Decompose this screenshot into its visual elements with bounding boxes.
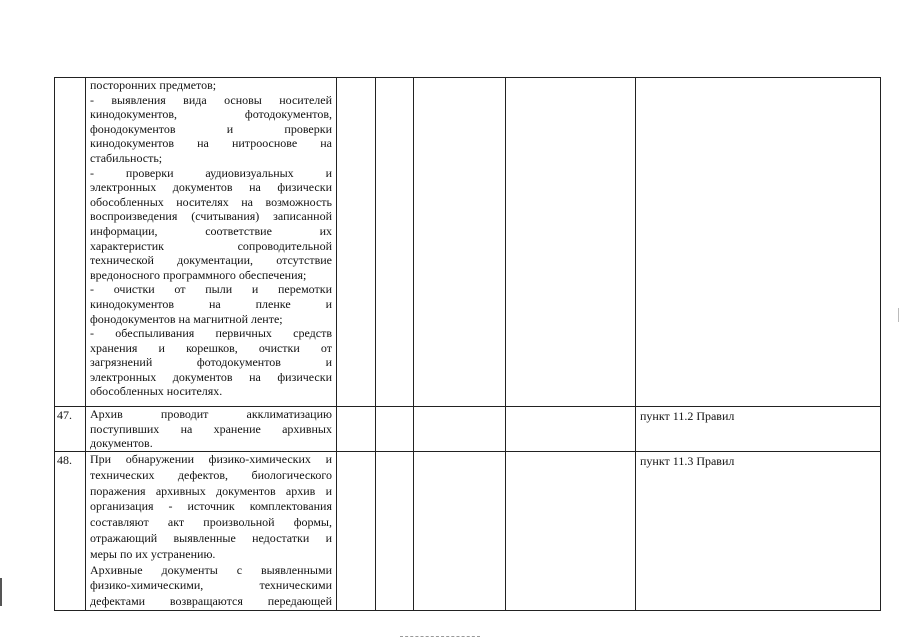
requirements-table [54,77,881,611]
requirement-line: электронных документов на физически [90,369,332,384]
requirement-line: технических дефектов, биологического [90,467,332,482]
row-number-cell: 47. [55,407,86,452]
requirement-line: кинодокументов, фотодокументов, [90,107,332,122]
empty-cell [337,78,376,407]
legal-basis-cell: пункт 11.3 Правил [636,452,881,611]
scan-artifact [400,636,480,639]
requirement-line: обособленных носителях. [90,384,223,399]
scan-artifact [0,578,2,606]
requirement-line: - очистки от пыли и перемотки [90,282,332,297]
table-row [55,452,881,611]
row-number-cell [55,78,86,407]
requirement-line: посторонних предметов; [90,78,217,92]
requirement-line: физико-химическими, техническими [90,578,332,593]
empty-cell [337,452,376,611]
empty-cell [414,452,506,611]
requirement-line: отражающий выявленные недостатки и [90,530,332,545]
requirement-line: дефектами возвращаются передающей [90,594,332,609]
requirement-line: характеристик сопроводительной [90,238,332,253]
requirement-line: При обнаружении физико-химических и [90,452,332,466]
empty-cell [376,78,414,407]
legal-basis-cell: пункт 11.2 Правил [636,407,881,452]
requirement-line: загрязнений фотодокументов и [90,355,332,370]
empty-cell [414,78,506,407]
requirement-line: - выявления вида основы носителей [90,92,332,107]
requirement-line: Архивные документы с выявленными [90,562,332,577]
requirement-line: стабильность; [90,150,163,165]
requirement-line: кинодокументов на пленке и [90,296,332,311]
requirement-line: хранения и корешков, очистки от [90,340,332,355]
requirement-line: - обеспыливания первичных средств [90,326,332,341]
table-row [55,407,881,452]
empty-cell [337,407,376,452]
requirement-text-cell [86,452,337,611]
requirement-line: фонодокументов и проверки [90,121,332,136]
requirement-line: технической документации, отсутствие [90,253,332,268]
empty-cell [506,78,636,407]
requirement-line: кинодокументов на нитрооснове на [90,136,332,151]
requirement-line: поражения архивных документов архив и [90,483,332,498]
requirement-text-cell [86,78,337,407]
empty-cell [376,407,414,452]
requirement-line: обособленных носителях на возможность [90,194,332,209]
legal-basis-cell [636,78,881,407]
requirement-line: электронных документов на физически [90,180,332,195]
requirement-line: информации, соответствие их [90,223,332,238]
requirement-line: поступивших на хранение архивных [90,421,332,436]
empty-cell [376,452,414,611]
requirement-text-cell [86,407,337,452]
scan-artifact [898,308,899,322]
requirement-line: Архив проводит акклиматизацию [90,407,332,421]
table-row [55,78,881,407]
requirement-line: составляют акт произвольной формы, [90,515,332,530]
requirement-line: воспроизведения (считывания) записанной [90,209,332,224]
empty-cell [506,452,636,611]
row-number-cell: 48. [55,452,86,611]
requirement-line: вредоносного программного обеспечения; [90,267,307,282]
requirement-line: меры по их устранению. [90,546,216,561]
empty-cell [506,407,636,452]
empty-cell [414,407,506,452]
requirement-line: организация - источник комплектования [90,499,332,514]
requirement-line: документов. [90,436,153,451]
requirement-line: фонодокументов на магнитной ленте; [90,311,283,326]
requirement-line: - проверки аудиовизуальных и [90,165,332,180]
